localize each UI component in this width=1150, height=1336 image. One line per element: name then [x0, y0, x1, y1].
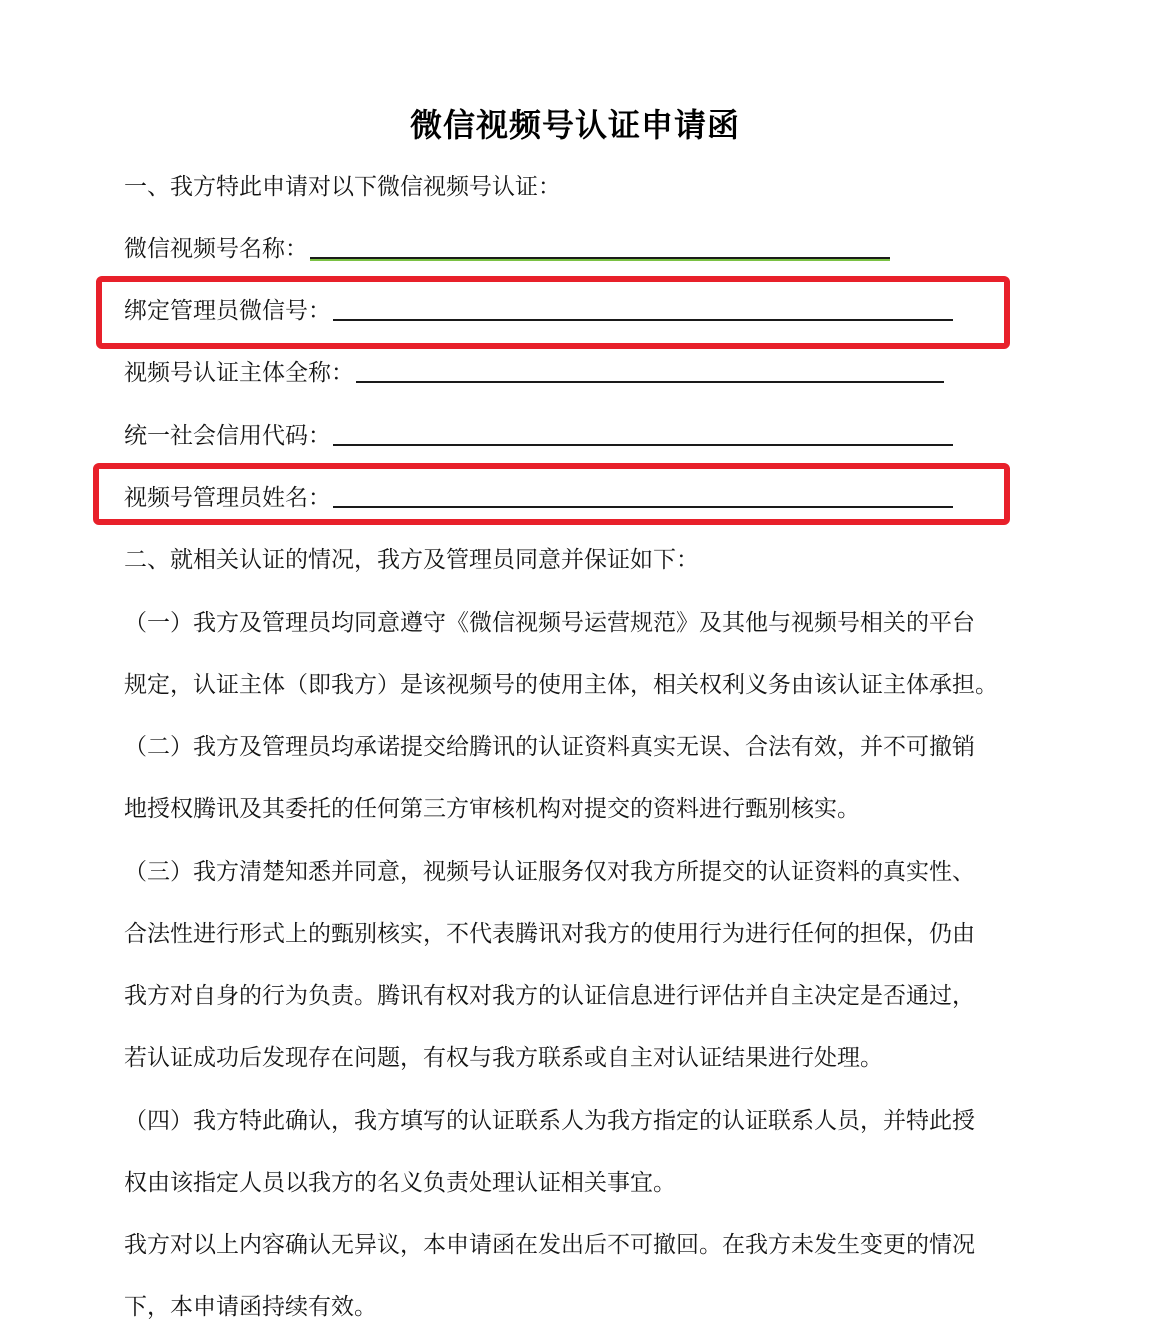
field-admin-name-label: 视频号管理员姓名： [124, 485, 331, 511]
paragraph-line: 下，本申请函持续有效。 [124, 1294, 377, 1320]
section-2-heading: 二、就相关认证的情况，我方及管理员同意并保证如下： [124, 547, 699, 573]
field-admin-wechat-id-label: 绑定管理员微信号： [124, 298, 331, 324]
field-admin-wechat-id [124, 295, 953, 327]
field-entity-name-label: 视频号认证主体全称： [124, 360, 354, 386]
field-account-name [124, 233, 890, 265]
field-admin-wechat-id-blank[interactable] [333, 295, 953, 321]
field-credit-code-blank[interactable] [333, 420, 953, 446]
field-credit-code [124, 420, 953, 452]
paragraph-line: 地授权腾讯及其委托的任何第三方审核机构对提交的资料进行甄别核实。 [124, 796, 860, 822]
section-1-heading: 一、我方特此申请对以下微信视频号认证： [124, 174, 561, 200]
paragraph-line: 权由该指定人员以我方的名义负责处理认证相关事宜。 [124, 1170, 676, 1196]
field-admin-name [124, 482, 953, 514]
field-entity-name [124, 357, 944, 389]
document-title: 微信视频号认证申请函 [409, 106, 740, 144]
field-credit-code-label: 统一社会信用代码： [124, 423, 331, 449]
field-account-name-blank[interactable] [310, 233, 890, 259]
paragraph-line: 若认证成功后发现存在问题，有权与我方联系或自主对认证结果进行处理。 [124, 1045, 883, 1071]
paragraph-line: 我方对以上内容确认无异议，本申请函在发出后不可撤回。在我方未发生变更的情况 [124, 1232, 975, 1258]
field-account-name-label: 微信视频号名称： [124, 236, 308, 262]
paragraph-line: 规定，认证主体（即我方）是该视频号的使用主体，相关权利义务由该认证主体承担。 [124, 672, 998, 698]
paragraph-line: （二）我方及管理员均承诺提交给腾讯的认证资料真实无误、合法有效，并不可撤销 [124, 734, 975, 760]
paragraph-line: 我方对自身的行为负责。腾讯有权对我方的认证信息进行评估并自主决定是否通过， [124, 983, 975, 1009]
paragraph-line: （四）我方特此确认，我方填写的认证联系人为我方指定的认证联系人员，并特此授 [124, 1108, 975, 1134]
field-admin-name-blank[interactable] [333, 482, 953, 508]
paragraph-line: （一）我方及管理员均同意遵守《微信视频号运营规范》及其他与视频号相关的平台 [124, 610, 975, 636]
field-entity-name-blank[interactable] [356, 357, 944, 383]
paragraph-line: 合法性进行形式上的甄别核实，不代表腾讯对我方的使用行为进行任何的担保，仍由 [124, 921, 975, 947]
paragraph-line: （三）我方清楚知悉并同意，视频号认证服务仅对我方所提交的认证资料的真实性、 [124, 859, 975, 885]
